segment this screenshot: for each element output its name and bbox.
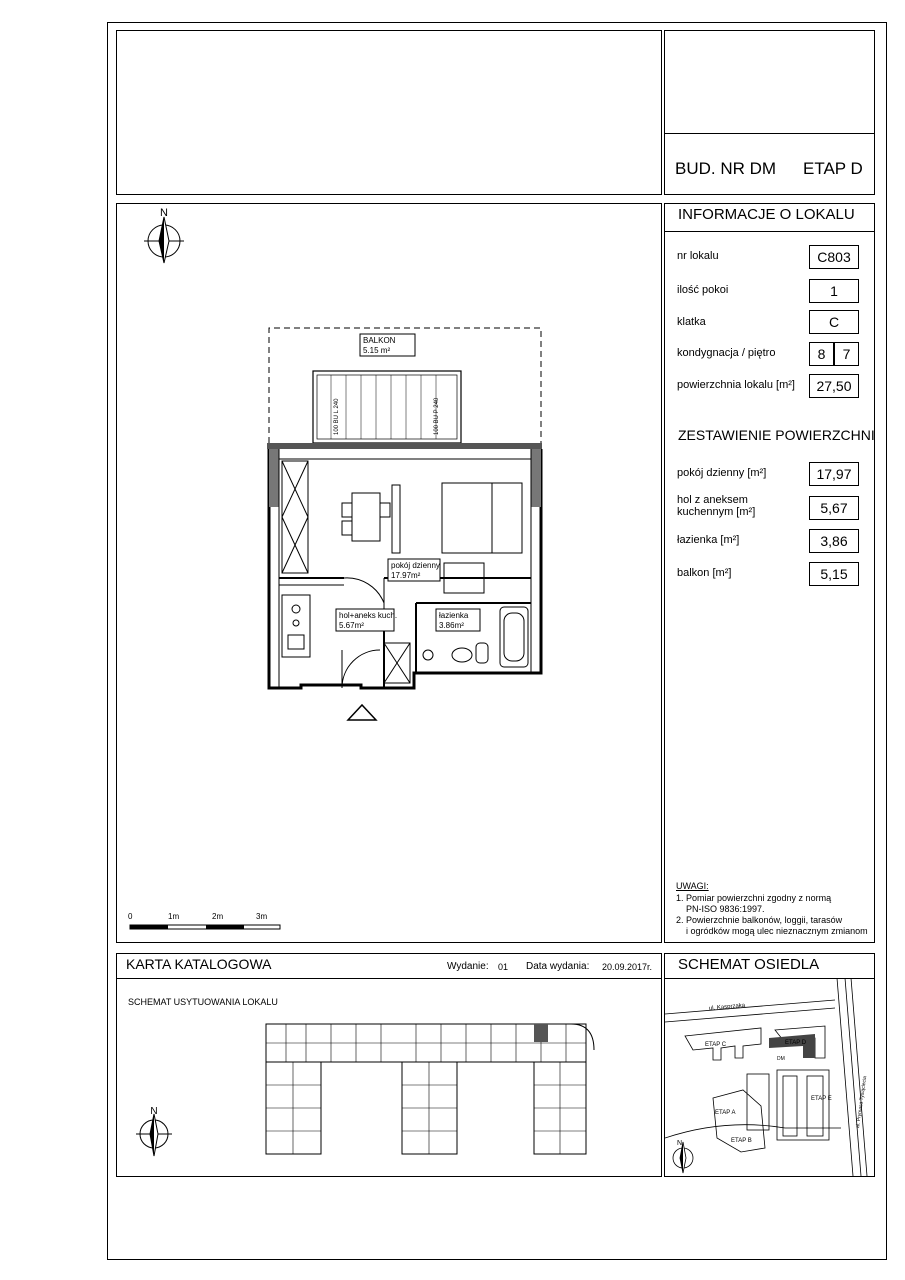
area-label-hall-1: hol z aneksem (677, 494, 748, 506)
etap-d-label: ETAP D (785, 1040, 807, 1046)
notes-line-3: 2. Powierzchnie balkonów, loggii, tarasów (676, 915, 843, 925)
notes-line-1: 1. Pomiar powierzchni zgodny z normą (676, 893, 832, 903)
notes-line-4: i ogródków mogą ulec nieznacznym zmianom (686, 926, 868, 936)
header-frame (664, 30, 875, 195)
hall-area: 5.67m² (339, 621, 364, 630)
info-label-unit: nr lokalu (677, 250, 719, 262)
stage-label: ETAP D (803, 159, 863, 178)
etap-b-label: ETAP B (731, 1138, 752, 1144)
window-l-label: 100 BU L 240 (334, 398, 340, 435)
building-label: BUD. NR DM (675, 159, 777, 178)
unit-number-value: C803 (809, 245, 859, 269)
scale-bar (128, 912, 280, 929)
north-arrow-icon (136, 1106, 172, 1156)
scale-3m: 3m (256, 912, 268, 921)
edition-value: 01 (498, 962, 509, 972)
areas-title: ZESTAWIENIE POWIERZCHNI (678, 427, 875, 443)
unit-location-marker (534, 1024, 548, 1042)
info-label-area: powierzchnia lokalu [m²] (677, 379, 795, 391)
bath-area-value: 3,86 (809, 529, 859, 553)
etap-c-label: ETAP C (705, 1042, 727, 1048)
area-label-living: pokój dzienny [m²] (677, 467, 767, 479)
area-label-bath: łazienka [m²] (677, 534, 740, 546)
living-room-label: pokój dzienny (391, 561, 440, 570)
area-label-balcony: balkon [m²] (677, 567, 732, 579)
estate-map (665, 978, 874, 1176)
location-north-label: N (150, 1106, 158, 1117)
storey-value: 8 (809, 342, 834, 366)
floor-value: 7 (834, 342, 859, 366)
living-room-area: 17.97m² (391, 571, 421, 580)
date-label: Data wydania: (526, 961, 590, 972)
north-arrow-icon (144, 207, 184, 263)
floor-plan (116, 203, 662, 943)
balcony-area-value: 5,15 (809, 562, 859, 586)
info-label-rooms: ilość pokoi (677, 284, 729, 296)
window-p-label: 100 BU P 240 (434, 397, 440, 435)
edition-label: Wydanie: (447, 961, 489, 972)
bath-area: 3.86m² (439, 621, 464, 630)
info-label-staircase: klatka (677, 316, 706, 328)
scale-2m: 2m (212, 912, 224, 921)
info-label-floor: kondygnacja / piętro (677, 347, 776, 359)
hall-label: hol+aneks kuch. (339, 611, 398, 620)
living-area-value: 17,97 (809, 462, 859, 486)
hall-area-value: 5,67 (809, 496, 859, 520)
rooms-value: 1 (809, 279, 859, 303)
north-label: N (160, 207, 168, 219)
unit-area-value: 27,50 (809, 374, 859, 398)
notes-line-2: PN-ISO 9836:1997. (686, 904, 765, 914)
street-top-label: ul. Kasprzaka (708, 1002, 746, 1012)
balcony-area-label: 5.15 m² (363, 346, 391, 355)
etap-a-label: ETAP A (715, 1110, 736, 1116)
dm-label: DM (777, 1056, 785, 1062)
estate-north-label: N (677, 1140, 683, 1147)
area-label-hall-2: kuchennym [m²] (677, 506, 756, 518)
location-title: SCHEMAT USYTUOWANIA LOKALU (128, 997, 278, 1007)
estate-title: SCHEMAT OSIEDLA (678, 956, 820, 973)
catalog-title: KARTA KATALOGOWA (126, 956, 272, 972)
entrance-arrow-icon (348, 705, 376, 720)
top-frame (116, 30, 662, 195)
staircase-value: C (809, 310, 859, 334)
notes-title: UWAGI: (676, 881, 709, 891)
estate-north-arrow-icon (673, 1140, 693, 1173)
etap-e-label: ETAP E (811, 1096, 832, 1102)
bath-label: łazienka (439, 611, 469, 620)
street-right-label: al. Prymasa Tysiąclecia (855, 1075, 869, 1129)
info-title: INFORMACJE O LOKALU (678, 206, 855, 223)
scale-0: 0 (128, 912, 133, 921)
balcony-label: BALKON (363, 336, 396, 345)
scale-1m: 1m (168, 912, 180, 921)
date-value: 20.09.2017r. (602, 962, 653, 972)
location-scheme (116, 1010, 662, 1170)
